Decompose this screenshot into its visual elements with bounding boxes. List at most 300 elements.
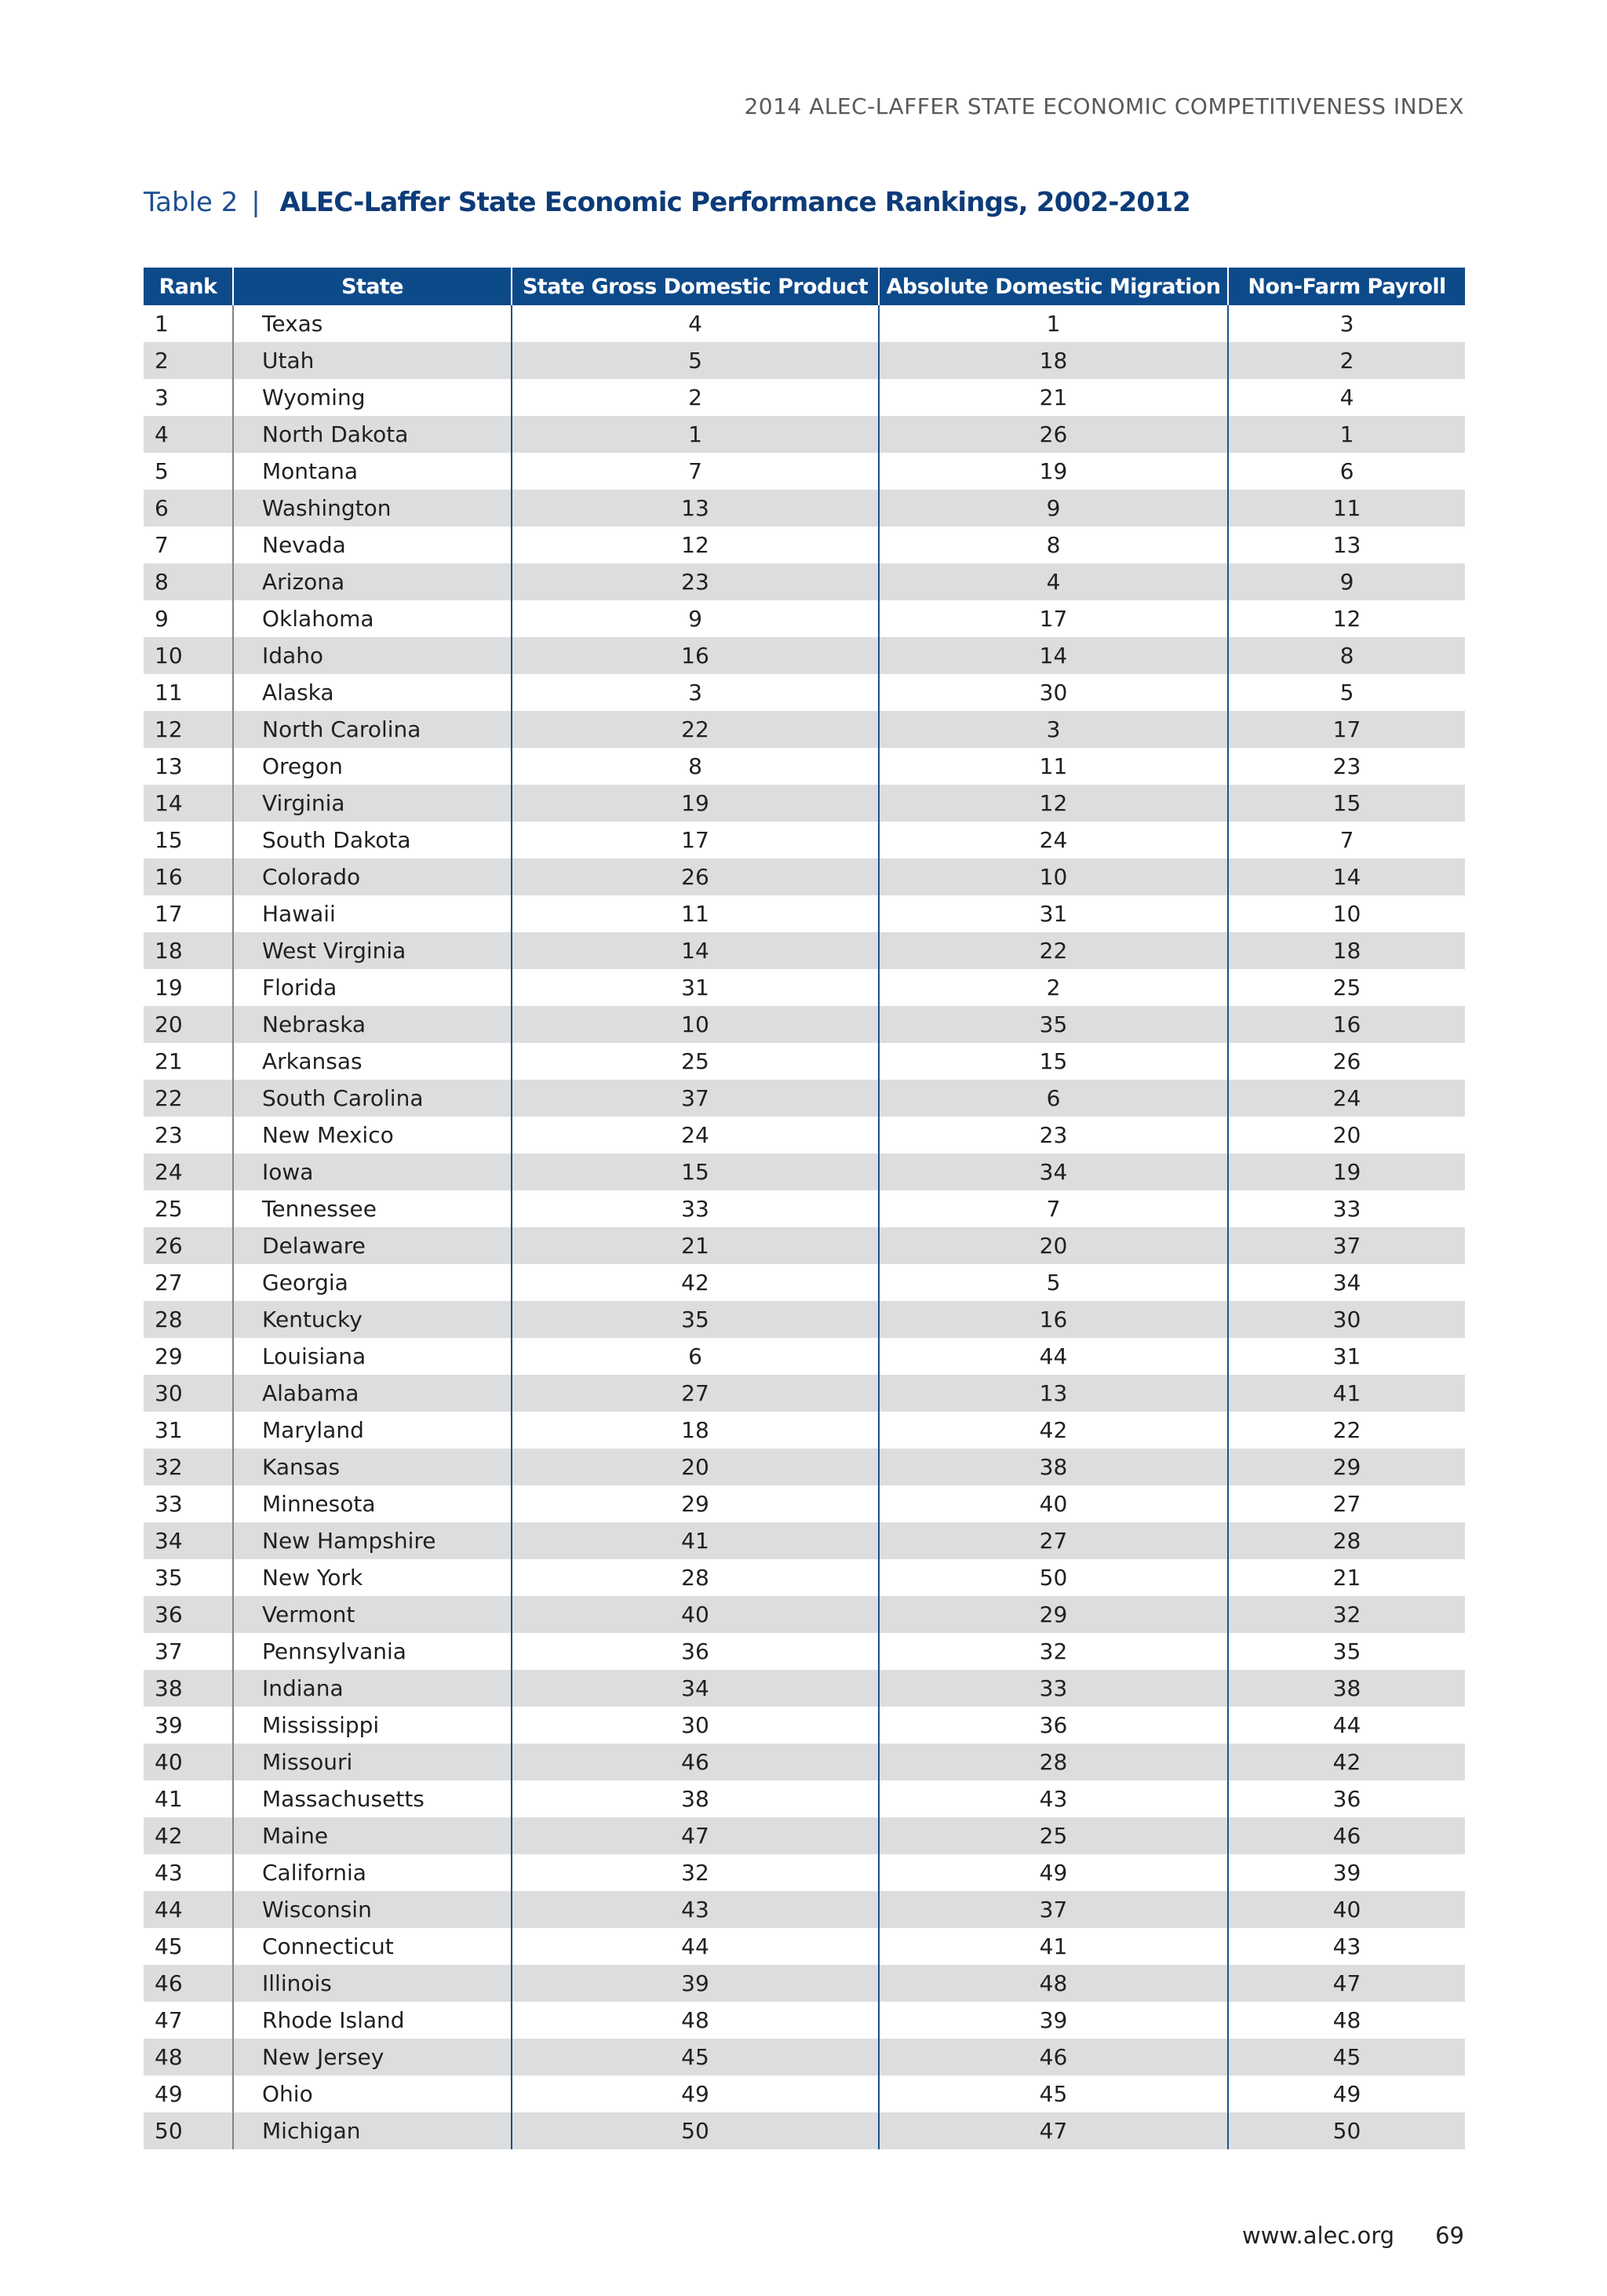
table-row bbox=[144, 932, 1465, 969]
cell-migration: 8 bbox=[879, 527, 1228, 563]
cell-migration: 39 bbox=[879, 2002, 1228, 2039]
cell-payroll: 26 bbox=[1228, 1043, 1465, 1080]
cell-state: North Dakota bbox=[233, 416, 512, 453]
cell-gdp: 10 bbox=[512, 1006, 879, 1043]
cell-migration: 43 bbox=[879, 1780, 1228, 1817]
cell-migration: 13 bbox=[879, 1375, 1228, 1412]
cell-rank: 27 bbox=[155, 1270, 183, 1296]
table-row bbox=[144, 711, 1465, 748]
cell-migration: 33 bbox=[879, 1670, 1228, 1707]
cell-rank: 5 bbox=[155, 458, 169, 484]
cell-state: Utah bbox=[233, 342, 512, 379]
cell-state: Montana bbox=[233, 453, 512, 490]
table-title-separator: | bbox=[251, 187, 261, 218]
cell-payroll: 36 bbox=[1228, 1780, 1465, 1817]
cell-gdp: 4 bbox=[512, 305, 879, 342]
cell-migration: 25 bbox=[879, 1817, 1228, 1854]
cell-payroll: 11 bbox=[1228, 490, 1465, 527]
cell-state: Texas bbox=[233, 305, 512, 342]
cell-payroll: 17 bbox=[1228, 711, 1465, 748]
cell-rank: 37 bbox=[155, 1638, 183, 1664]
cell-payroll: 14 bbox=[1228, 858, 1465, 895]
cell-state: New Hampshire bbox=[233, 1522, 512, 1559]
cell-payroll: 33 bbox=[1228, 1190, 1465, 1227]
column-header-rank: Rank bbox=[144, 268, 233, 305]
cell-migration: 6 bbox=[879, 1080, 1228, 1117]
cell-gdp: 20 bbox=[512, 1449, 879, 1485]
cell-rank: 22 bbox=[144, 1080, 233, 1117]
table-label: Table 2 bbox=[144, 187, 239, 218]
cell-payroll: 34 bbox=[1228, 1264, 1465, 1301]
running-header: 2014 ALEC-LAFFER STATE ECONOMIC COMPETITIVENESS INDEX bbox=[744, 93, 1464, 119]
cell-rank: 46 bbox=[144, 1965, 233, 2002]
cell-rank: 21 bbox=[155, 1048, 183, 1074]
cell-payroll: 12 bbox=[1228, 600, 1465, 637]
table-row bbox=[144, 563, 1465, 600]
column-header-gdp: State Gross Domestic Product bbox=[512, 268, 879, 305]
cell-state: Rhode Island bbox=[233, 2002, 512, 2039]
cell-rank: 36 bbox=[144, 1596, 233, 1633]
cell-state: North Carolina bbox=[233, 711, 512, 748]
cell-gdp: 46 bbox=[512, 1744, 879, 1780]
cell-payroll: 15 bbox=[1228, 785, 1465, 822]
cell-gdp: 39 bbox=[512, 1965, 879, 2002]
cell-migration: 41 bbox=[879, 1928, 1228, 1965]
table-row bbox=[144, 600, 1465, 637]
cell-gdp: 15 bbox=[512, 1153, 879, 1190]
cell-gdp: 3 bbox=[512, 674, 879, 711]
cell-payroll: 16 bbox=[1228, 1006, 1465, 1043]
cell-state: Florida bbox=[233, 969, 512, 1006]
cell-rank: 25 bbox=[155, 1196, 183, 1222]
cell-payroll: 7 bbox=[1228, 822, 1465, 858]
cell-migration: 49 bbox=[879, 1854, 1228, 1891]
cell-state: New Jersey bbox=[233, 2039, 512, 2076]
cell-gdp: 44 bbox=[512, 1928, 879, 1965]
cell-gdp: 9 bbox=[512, 600, 879, 637]
cell-rank: 33 bbox=[155, 1491, 183, 1517]
table-row bbox=[144, 342, 1465, 379]
cell-payroll: 35 bbox=[1228, 1633, 1465, 1670]
cell-migration: 50 bbox=[879, 1559, 1228, 1596]
table-header-row bbox=[144, 268, 1465, 305]
cell-rank: 4 bbox=[144, 416, 233, 453]
cell-migration: 21 bbox=[879, 379, 1228, 416]
cell-migration: 9 bbox=[879, 490, 1228, 527]
cell-state: Mississippi bbox=[233, 1707, 512, 1744]
cell-rank: 12 bbox=[144, 711, 233, 748]
cell-gdp: 12 bbox=[512, 527, 879, 563]
cell-payroll: 21 bbox=[1228, 1559, 1465, 1596]
cell-payroll: 27 bbox=[1228, 1485, 1465, 1522]
cell-rank: 20 bbox=[144, 1006, 233, 1043]
cell-state: Maryland bbox=[233, 1412, 512, 1449]
cell-state: Connecticut bbox=[233, 1928, 512, 1965]
cell-rank: 42 bbox=[144, 1817, 233, 1854]
cell-rank: 8 bbox=[144, 563, 233, 600]
cell-rank: 6 bbox=[144, 490, 233, 527]
cell-state: Nevada bbox=[233, 527, 512, 563]
cell-migration: 10 bbox=[879, 858, 1228, 895]
table-row bbox=[144, 1449, 1465, 1485]
cell-payroll: 20 bbox=[1228, 1117, 1465, 1153]
cell-payroll: 49 bbox=[1228, 2076, 1465, 2112]
cell-payroll: 18 bbox=[1228, 932, 1465, 969]
cell-migration: 40 bbox=[879, 1485, 1228, 1522]
cell-gdp: 13 bbox=[512, 490, 879, 527]
cell-payroll: 1 bbox=[1228, 416, 1465, 453]
cell-rank: 49 bbox=[155, 2081, 183, 2107]
cell-rank: 13 bbox=[155, 753, 183, 779]
cell-state: Louisiana bbox=[233, 1338, 512, 1375]
cell-payroll: 39 bbox=[1228, 1854, 1465, 1891]
cell-gdp: 48 bbox=[512, 2002, 879, 2039]
cell-gdp: 38 bbox=[512, 1780, 879, 1817]
cell-migration: 34 bbox=[879, 1153, 1228, 1190]
cell-gdp: 8 bbox=[512, 748, 879, 785]
cell-gdp: 11 bbox=[512, 895, 879, 932]
table-row bbox=[144, 1965, 1465, 2002]
cell-payroll: 45 bbox=[1228, 2039, 1465, 2076]
cell-state: Colorado bbox=[233, 858, 512, 895]
cell-migration: 15 bbox=[879, 1043, 1228, 1080]
cell-migration: 26 bbox=[879, 416, 1228, 453]
cell-payroll: 41 bbox=[1228, 1375, 1465, 1412]
cell-state: Kentucky bbox=[233, 1301, 512, 1338]
cell-state: South Carolina bbox=[233, 1080, 512, 1117]
cell-state: Minnesota bbox=[233, 1485, 512, 1522]
cell-rank: 16 bbox=[144, 858, 233, 895]
cell-gdp: 33 bbox=[512, 1190, 879, 1227]
cell-gdp: 45 bbox=[512, 2039, 879, 2076]
cell-gdp: 29 bbox=[512, 1485, 879, 1522]
cell-rank: 48 bbox=[144, 2039, 233, 2076]
cell-state: South Dakota bbox=[233, 822, 512, 858]
cell-state: Ohio bbox=[233, 2076, 512, 2112]
table-row bbox=[144, 1522, 1465, 1559]
cell-gdp: 34 bbox=[512, 1670, 879, 1707]
cell-gdp: 37 bbox=[512, 1080, 879, 1117]
cell-payroll: 48 bbox=[1228, 2002, 1465, 2039]
cell-rank: 50 bbox=[144, 2112, 233, 2149]
cell-gdp: 18 bbox=[512, 1412, 879, 1449]
table-row bbox=[144, 822, 1465, 858]
cell-migration: 47 bbox=[879, 2112, 1228, 2149]
cell-migration: 5 bbox=[879, 1264, 1228, 1301]
cell-migration: 20 bbox=[879, 1227, 1228, 1264]
cell-rank: 9 bbox=[155, 606, 169, 632]
table-title bbox=[144, 187, 1190, 218]
cell-migration: 4 bbox=[879, 563, 1228, 600]
cell-migration: 37 bbox=[879, 1891, 1228, 1928]
rankings-table bbox=[144, 268, 1465, 2149]
cell-payroll: 24 bbox=[1228, 1080, 1465, 1117]
column-header-payroll: Non-Farm Payroll bbox=[1228, 268, 1465, 305]
cell-payroll: 13 bbox=[1228, 527, 1465, 563]
cell-gdp: 5 bbox=[512, 342, 879, 379]
cell-rank: 32 bbox=[144, 1449, 233, 1485]
cell-payroll: 42 bbox=[1228, 1744, 1465, 1780]
cell-gdp: 21 bbox=[512, 1227, 879, 1264]
cell-gdp: 2 bbox=[512, 379, 879, 416]
cell-state: Wisconsin bbox=[233, 1891, 512, 1928]
cell-state: Oklahoma bbox=[233, 600, 512, 637]
cell-gdp: 14 bbox=[512, 932, 879, 969]
table-row bbox=[144, 1301, 1465, 1338]
cell-payroll: 28 bbox=[1228, 1522, 1465, 1559]
table-row bbox=[144, 1854, 1465, 1891]
table-row bbox=[144, 2076, 1465, 2112]
cell-payroll: 37 bbox=[1228, 1227, 1465, 1264]
cell-payroll: 22 bbox=[1228, 1412, 1465, 1449]
cell-migration: 12 bbox=[879, 785, 1228, 822]
cell-migration: 35 bbox=[879, 1006, 1228, 1043]
table-row bbox=[144, 1707, 1465, 1744]
cell-migration: 48 bbox=[879, 1965, 1228, 2002]
cell-state: Missouri bbox=[233, 1744, 512, 1780]
cell-payroll: 19 bbox=[1228, 1153, 1465, 1190]
table-row bbox=[144, 1633, 1465, 1670]
cell-migration: 38 bbox=[879, 1449, 1228, 1485]
cell-gdp: 23 bbox=[512, 563, 879, 600]
cell-migration: 42 bbox=[879, 1412, 1228, 1449]
table-row bbox=[144, 674, 1465, 711]
cell-gdp: 7 bbox=[512, 453, 879, 490]
cell-migration: 14 bbox=[879, 637, 1228, 674]
cell-gdp: 50 bbox=[512, 2112, 879, 2149]
cell-rank: 10 bbox=[144, 637, 233, 674]
cell-state: Tennessee bbox=[233, 1190, 512, 1227]
cell-gdp: 47 bbox=[512, 1817, 879, 1854]
table-row bbox=[144, 1375, 1465, 1412]
table-row bbox=[144, 1928, 1465, 1965]
cell-payroll: 10 bbox=[1228, 895, 1465, 932]
table-name: ALEC-Laffer State Economic Performance Rankings, 2002-2012 bbox=[279, 187, 1190, 218]
cell-state: Iowa bbox=[233, 1153, 512, 1190]
cell-rank: 47 bbox=[155, 2007, 183, 2033]
cell-migration: 7 bbox=[879, 1190, 1228, 1227]
table-row bbox=[144, 785, 1465, 822]
table-row bbox=[144, 748, 1465, 785]
table-row bbox=[144, 416, 1465, 453]
cell-state: West Virginia bbox=[233, 932, 512, 969]
column-header-migration: Absolute Domestic Migration bbox=[879, 268, 1228, 305]
cell-payroll: 2 bbox=[1228, 342, 1465, 379]
cell-rank: 45 bbox=[155, 1933, 183, 1959]
cell-rank: 7 bbox=[155, 532, 169, 558]
cell-state: Washington bbox=[233, 490, 512, 527]
cell-migration: 19 bbox=[879, 453, 1228, 490]
cell-payroll: 50 bbox=[1228, 2112, 1465, 2149]
table-row bbox=[144, 527, 1465, 563]
cell-migration: 36 bbox=[879, 1707, 1228, 1744]
cell-rank: 29 bbox=[155, 1343, 183, 1369]
table-row bbox=[144, 1227, 1465, 1264]
cell-gdp: 6 bbox=[512, 1338, 879, 1375]
cell-state: Arkansas bbox=[233, 1043, 512, 1080]
cell-state: Kansas bbox=[233, 1449, 512, 1485]
table-row bbox=[144, 1264, 1465, 1301]
cell-payroll: 46 bbox=[1228, 1817, 1465, 1854]
table-row bbox=[144, 1817, 1465, 1854]
cell-state: Delaware bbox=[233, 1227, 512, 1264]
cell-migration: 30 bbox=[879, 674, 1228, 711]
table-row bbox=[144, 1117, 1465, 1153]
cell-gdp: 40 bbox=[512, 1596, 879, 1633]
table-row bbox=[144, 1338, 1465, 1375]
cell-gdp: 36 bbox=[512, 1633, 879, 1670]
cell-migration: 27 bbox=[879, 1522, 1228, 1559]
cell-state: Georgia bbox=[233, 1264, 512, 1301]
cell-migration: 3 bbox=[879, 711, 1228, 748]
cell-migration: 28 bbox=[879, 1744, 1228, 1780]
cell-migration: 32 bbox=[879, 1633, 1228, 1670]
cell-payroll: 40 bbox=[1228, 1891, 1465, 1928]
cell-migration: 29 bbox=[879, 1596, 1228, 1633]
cell-state: Maine bbox=[233, 1817, 512, 1854]
cell-rank: 44 bbox=[144, 1891, 233, 1928]
cell-migration: 11 bbox=[879, 748, 1228, 785]
cell-payroll: 38 bbox=[1228, 1670, 1465, 1707]
table-row bbox=[144, 305, 1465, 342]
cell-gdp: 41 bbox=[512, 1522, 879, 1559]
cell-payroll: 23 bbox=[1228, 748, 1465, 785]
cell-state: Michigan bbox=[233, 2112, 512, 2149]
cell-payroll: 29 bbox=[1228, 1449, 1465, 1485]
cell-gdp: 26 bbox=[512, 858, 879, 895]
table-row bbox=[144, 1190, 1465, 1227]
table-row bbox=[144, 969, 1465, 1006]
cell-payroll: 44 bbox=[1228, 1707, 1465, 1744]
cell-rank: 3 bbox=[155, 384, 169, 410]
table-row bbox=[144, 1153, 1465, 1190]
cell-state: Wyoming bbox=[233, 379, 512, 416]
cell-migration: 16 bbox=[879, 1301, 1228, 1338]
cell-gdp: 43 bbox=[512, 1891, 879, 1928]
cell-state: Idaho bbox=[233, 637, 512, 674]
footer-website: www.alec.org bbox=[1241, 2222, 1395, 2249]
cell-gdp: 19 bbox=[512, 785, 879, 822]
cell-payroll: 9 bbox=[1228, 563, 1465, 600]
cell-gdp: 42 bbox=[512, 1264, 879, 1301]
table-row bbox=[144, 2002, 1465, 2039]
cell-gdp: 17 bbox=[512, 822, 879, 858]
cell-payroll: 43 bbox=[1228, 1928, 1465, 1965]
cell-rank: 40 bbox=[144, 1744, 233, 1780]
cell-rank: 1 bbox=[155, 311, 169, 337]
cell-state: Alaska bbox=[233, 674, 512, 711]
cell-rank: 41 bbox=[155, 1786, 183, 1812]
cell-gdp: 1 bbox=[512, 416, 879, 453]
cell-rank: 23 bbox=[155, 1122, 183, 1148]
cell-rank: 24 bbox=[144, 1153, 233, 1190]
cell-payroll: 30 bbox=[1228, 1301, 1465, 1338]
cell-migration: 44 bbox=[879, 1338, 1228, 1375]
cell-gdp: 25 bbox=[512, 1043, 879, 1080]
cell-state: California bbox=[233, 1854, 512, 1891]
cell-migration: 1 bbox=[879, 305, 1228, 342]
cell-migration: 46 bbox=[879, 2039, 1228, 2076]
table-row bbox=[144, 1559, 1465, 1596]
page-footer bbox=[0, 2222, 1464, 2249]
table-row bbox=[144, 858, 1465, 895]
cell-state: Oregon bbox=[233, 748, 512, 785]
table-row bbox=[144, 379, 1465, 416]
page-number: 69 bbox=[1435, 2222, 1464, 2249]
cell-state: Pennsylvania bbox=[233, 1633, 512, 1670]
cell-state: Massachusetts bbox=[233, 1780, 512, 1817]
cell-payroll: 47 bbox=[1228, 1965, 1465, 2002]
cell-rank: 39 bbox=[155, 1712, 183, 1738]
cell-state: New York bbox=[233, 1559, 512, 1596]
cell-state: Nebraska bbox=[233, 1006, 512, 1043]
table-row bbox=[144, 637, 1465, 674]
cell-payroll: 6 bbox=[1228, 453, 1465, 490]
table-row bbox=[144, 1891, 1465, 1928]
cell-state: Alabama bbox=[233, 1375, 512, 1412]
cell-gdp: 16 bbox=[512, 637, 879, 674]
table-body bbox=[144, 305, 1465, 2149]
cell-rank: 14 bbox=[144, 785, 233, 822]
cell-rank: 19 bbox=[155, 975, 183, 1000]
cell-state: Vermont bbox=[233, 1596, 512, 1633]
cell-payroll: 32 bbox=[1228, 1596, 1465, 1633]
table-row bbox=[144, 1006, 1465, 1043]
cell-rank: 34 bbox=[144, 1522, 233, 1559]
cell-gdp: 31 bbox=[512, 969, 879, 1006]
cell-rank: 43 bbox=[155, 1860, 183, 1886]
table-row bbox=[144, 1043, 1465, 1080]
cell-gdp: 22 bbox=[512, 711, 879, 748]
table-row bbox=[144, 1412, 1465, 1449]
cell-state: Virginia bbox=[233, 785, 512, 822]
column-header-state: State bbox=[233, 268, 512, 305]
cell-gdp: 30 bbox=[512, 1707, 879, 1744]
cell-rank: 11 bbox=[155, 680, 183, 705]
cell-migration: 31 bbox=[879, 895, 1228, 932]
cell-rank: 38 bbox=[144, 1670, 233, 1707]
table-row bbox=[144, 1080, 1465, 1117]
cell-migration: 18 bbox=[879, 342, 1228, 379]
cell-payroll: 4 bbox=[1228, 379, 1465, 416]
cell-migration: 17 bbox=[879, 600, 1228, 637]
cell-gdp: 32 bbox=[512, 1854, 879, 1891]
table-row bbox=[144, 895, 1465, 932]
cell-rank: 15 bbox=[155, 827, 183, 853]
cell-rank: 28 bbox=[144, 1301, 233, 1338]
cell-rank: 26 bbox=[144, 1227, 233, 1264]
cell-payroll: 8 bbox=[1228, 637, 1465, 674]
cell-migration: 45 bbox=[879, 2076, 1228, 2112]
cell-rank: 2 bbox=[144, 342, 233, 379]
cell-rank: 17 bbox=[155, 901, 183, 927]
table-row bbox=[144, 490, 1465, 527]
table-row bbox=[144, 2112, 1465, 2149]
cell-payroll: 3 bbox=[1228, 305, 1465, 342]
table-row bbox=[144, 1780, 1465, 1817]
cell-rank: 35 bbox=[155, 1565, 183, 1591]
cell-payroll: 31 bbox=[1228, 1338, 1465, 1375]
cell-rank: 30 bbox=[144, 1375, 233, 1412]
cell-state: Illinois bbox=[233, 1965, 512, 2002]
cell-gdp: 35 bbox=[512, 1301, 879, 1338]
table-row bbox=[144, 1744, 1465, 1780]
cell-state: Hawaii bbox=[233, 895, 512, 932]
cell-gdp: 28 bbox=[512, 1559, 879, 1596]
table-row bbox=[144, 1670, 1465, 1707]
cell-migration: 23 bbox=[879, 1117, 1228, 1153]
cell-state: Indiana bbox=[233, 1670, 512, 1707]
